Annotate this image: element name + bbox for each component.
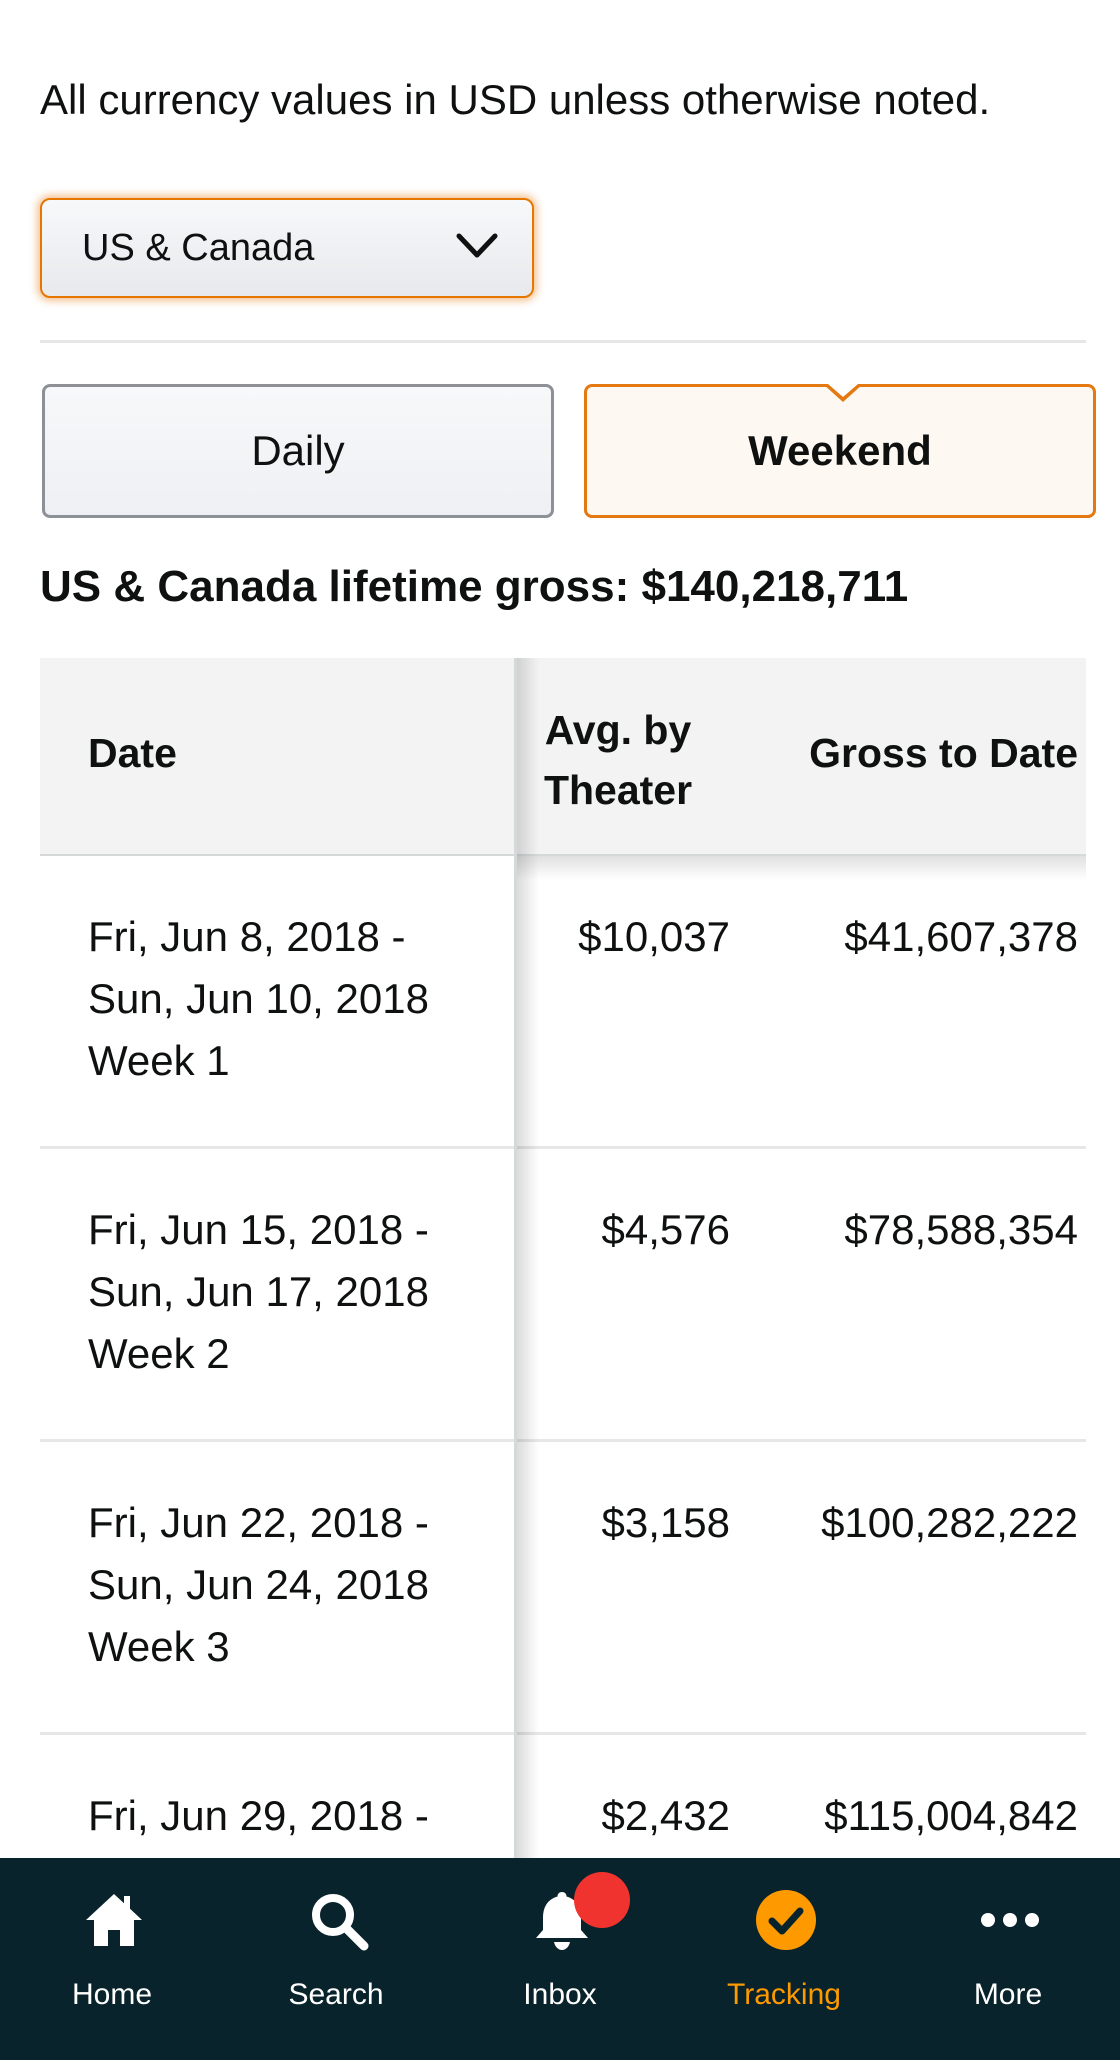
date-range-end: Sun, Jun 24, 2018 — [88, 1561, 429, 1608]
date-cell — [88, 1492, 429, 1678]
chevron-down-icon — [456, 232, 498, 260]
table-row — [40, 1149, 1086, 1442]
date-range-start: Fri, Jun 22, 2018 - — [88, 1499, 429, 1546]
avg-cell: $3,158 — [601, 1499, 730, 1546]
region-select-value: US & Canada — [82, 226, 315, 269]
tab-more-label: More — [973, 1978, 1043, 2011]
gross-cell: $78,588,354 — [844, 1206, 1078, 1253]
week-label: Week 2 — [88, 1330, 230, 1377]
header-shadow — [517, 856, 1086, 880]
gross-cell: $115,004,842 — [824, 1792, 1078, 1839]
avg-cell: $10,037 — [578, 913, 730, 960]
header-gross-to-date[interactable]: Gross to Date — [809, 730, 1078, 776]
tab-more[interactable] — [896, 1858, 1120, 2060]
date-range-end: Sun, Jun 17, 2018 — [88, 1268, 429, 1315]
date-range-end: Sun, Jun 10, 2018 — [88, 975, 429, 1022]
tab-inbox-label: Inbox — [523, 1978, 597, 2011]
gross-cell: $100,282,222 — [821, 1499, 1078, 1546]
tab-tracking[interactable] — [672, 1858, 896, 2060]
table-header — [40, 658, 1086, 856]
tab-home[interactable] — [0, 1858, 224, 2060]
date-cell — [88, 1199, 429, 1385]
tab-tracking-label: Tracking — [727, 1978, 841, 2011]
selected-notch-icon — [823, 384, 863, 402]
avg-cell: $4,576 — [601, 1206, 730, 1253]
header-avg-line1: Avg. by — [544, 707, 692, 753]
search-icon — [306, 1888, 370, 1952]
frozen-column-shadow — [517, 658, 539, 1958]
currency-note: All currency values in USD unless otherwise noted. — [40, 76, 991, 123]
date-range-start: Fri, Jun 8, 2018 - — [88, 913, 406, 960]
week-label: Week 3 — [88, 1623, 230, 1670]
lifetime-gross: US & Canada lifetime gross: $140,218,711 — [40, 562, 909, 611]
home-icon — [82, 1888, 146, 1952]
week-label: Week 1 — [88, 1037, 230, 1084]
tab-search-label: Search — [288, 1978, 384, 2011]
tab-home-label: Home — [71, 1978, 153, 2011]
check-circle-icon — [754, 1888, 818, 1952]
header-avg-line2: Theater — [543, 767, 693, 813]
table-row — [40, 856, 1086, 1149]
header-avg-by-theater[interactable] — [508, 700, 728, 820]
divider — [40, 340, 1086, 343]
region-select[interactable] — [40, 198, 534, 298]
date-cell — [88, 906, 429, 1092]
weekend-toggle-button[interactable] — [584, 384, 1096, 518]
tab-search[interactable] — [224, 1858, 448, 2060]
date-range-start: Fri, Jun 29, 2018 - — [88, 1792, 429, 1839]
bottom-tab-bar — [0, 1858, 1120, 2060]
date-cell — [88, 1785, 429, 1847]
gross-cell: $41,607,378 — [844, 913, 1078, 960]
daily-toggle-button[interactable]: Daily — [42, 384, 554, 518]
inbox-badge-icon — [574, 1872, 630, 1928]
tab-inbox[interactable] — [448, 1858, 672, 2060]
table-row — [40, 1442, 1086, 1735]
more-icon — [978, 1888, 1042, 1952]
avg-cell: $2,432 — [601, 1792, 730, 1839]
weekend-toggle-label: Weekend — [748, 427, 932, 474]
header-date[interactable]: Date — [88, 730, 177, 776]
date-range-start: Fri, Jun 15, 2018 - — [88, 1206, 429, 1253]
